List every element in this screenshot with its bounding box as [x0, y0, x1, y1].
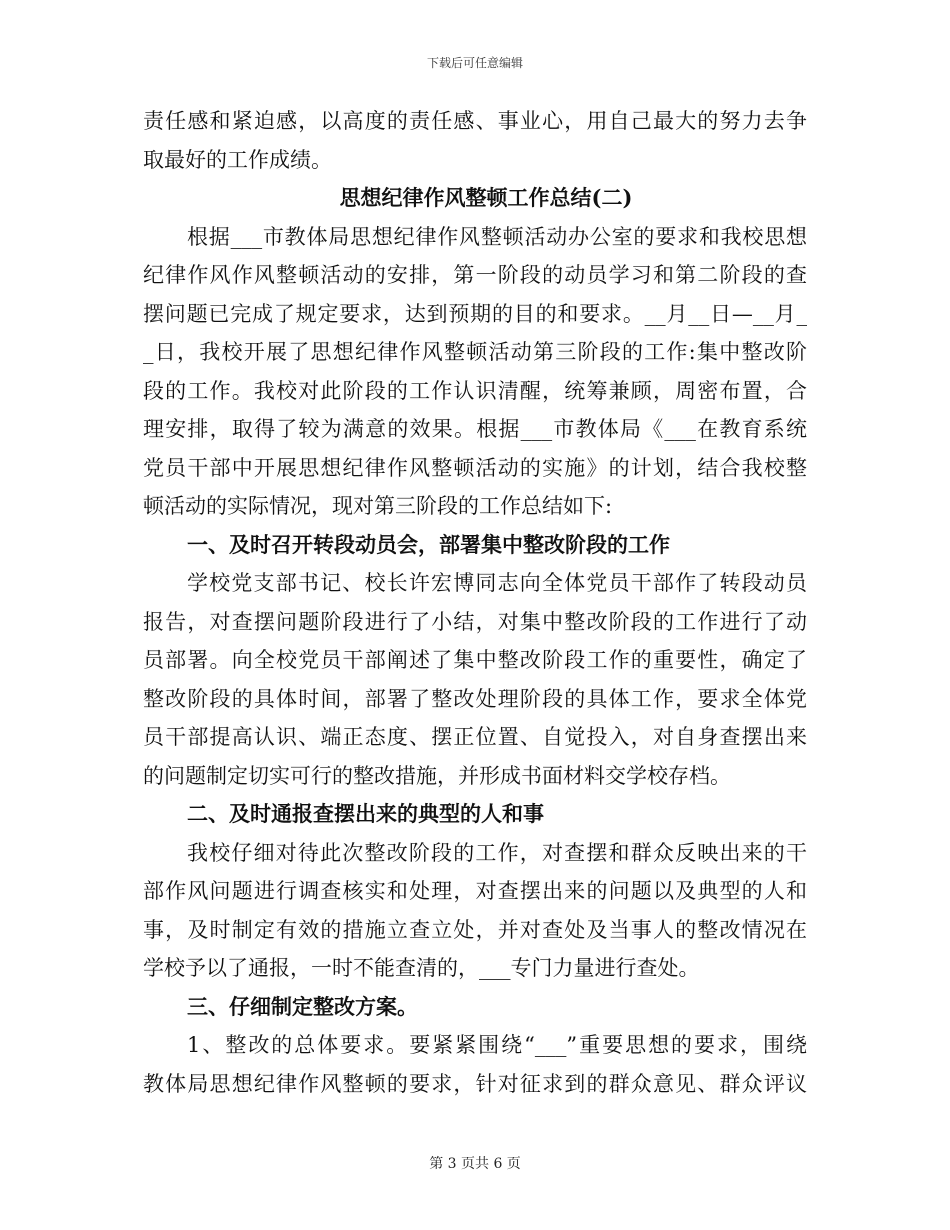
paragraph-line: 根据___市教体局思想纪律作风整顿活动办公室的要求和我校思想 [187, 224, 807, 249]
paragraph-line: 部作风问题进行调查核实和处理，对查摆出来的问题以及典型的人和 [143, 879, 807, 903]
section-heading: 一、及时召开转段动员会，部署集中整改阶段的工作 [187, 531, 670, 557]
page-header: 下载后可任意编辑 [426, 56, 523, 70]
paragraph-line: 1、整改的总体要求。要紧紧围绕“___”重要思想的要求，围绕 [187, 1033, 807, 1057]
paragraph-line: 责任感和紧迫感，以高度的责任感、事业心，用自己最大的努力去争 [143, 109, 807, 133]
paragraph-line: 纪律作风作风整顿活动的安排，第一阶段的动员学习和第二阶段的查 [143, 263, 807, 287]
paragraph-line: 教体局思想纪律作风整顿的要求，针对征求到的群众意见、群众评议 [143, 1071, 807, 1096]
paragraph-line: 摆问题已完成了规定要求，达到预期的目的和要求。__月__日—__月_ [143, 301, 807, 326]
section-heading: 二、及时通报查摆出来的典型的人和事 [187, 801, 544, 826]
paragraph-line: 员部署。向全校党员干部阐述了集中整改阶段工作的重要性，确定了 [143, 648, 807, 672]
section-title: 思想纪律作风整顿工作总结(二) [339, 185, 633, 210]
paragraph-line: 理安排，取得了较为满意的效果。根据___市教体局《___在教育系统 [143, 417, 807, 441]
paragraph-line: 的问题制定切实可行的整改措施，并形成书面材料交学校存档。 [143, 763, 731, 788]
paragraph-line: 报告，对查摆问题阶段进行了小结，对集中整改阶段的工作进行了动 [143, 609, 807, 634]
paragraph-line: 员干部提高认识、端正态度、摆正位置、自觉投入，对自身查摆出来 [143, 725, 807, 749]
paragraph-line: 学校党支部书记、校长许宏博同志向全体党员干部作了转段动员 [187, 571, 807, 595]
page-footer: 第 3 页共 6 页 [429, 1156, 521, 1172]
paragraph-line: 顿活动的实际情况，现对第三阶段的工作总结如下: [143, 494, 613, 518]
paragraph-line: 段的工作。我校对此阶段的工作认识清醒，统筹兼顾，周密布置，合 [143, 378, 807, 403]
paragraph-line: 取最好的工作成绩。 [143, 147, 332, 172]
paragraph-line: 整改阶段的具体时间，部署了整改处理阶段的具体工作，要求全体党 [143, 686, 807, 711]
paragraph-line: 事，及时制定有效的措施立查立处，并对查处及当事人的整改情况在 [143, 917, 807, 942]
section-heading: 三、仔细制定整改方案。 [187, 993, 418, 1019]
paragraph-line: 我校仔细对待此次整改阶段的工作，对查摆和群众反映出来的干 [187, 840, 807, 865]
document-body [143, 102, 807, 1103]
paragraph-line: 学校予以了通报，一时不能查清的，___专门力量进行查处。 [143, 956, 700, 980]
paragraph-line: _日，我校开展了思想纪律作风整顿活动第三阶段的工作:集中整改阶 [143, 340, 807, 364]
paragraph-line: 党员干部中开展思想纪律作风整顿活动的实施》的计划，结合我校整 [143, 455, 807, 480]
